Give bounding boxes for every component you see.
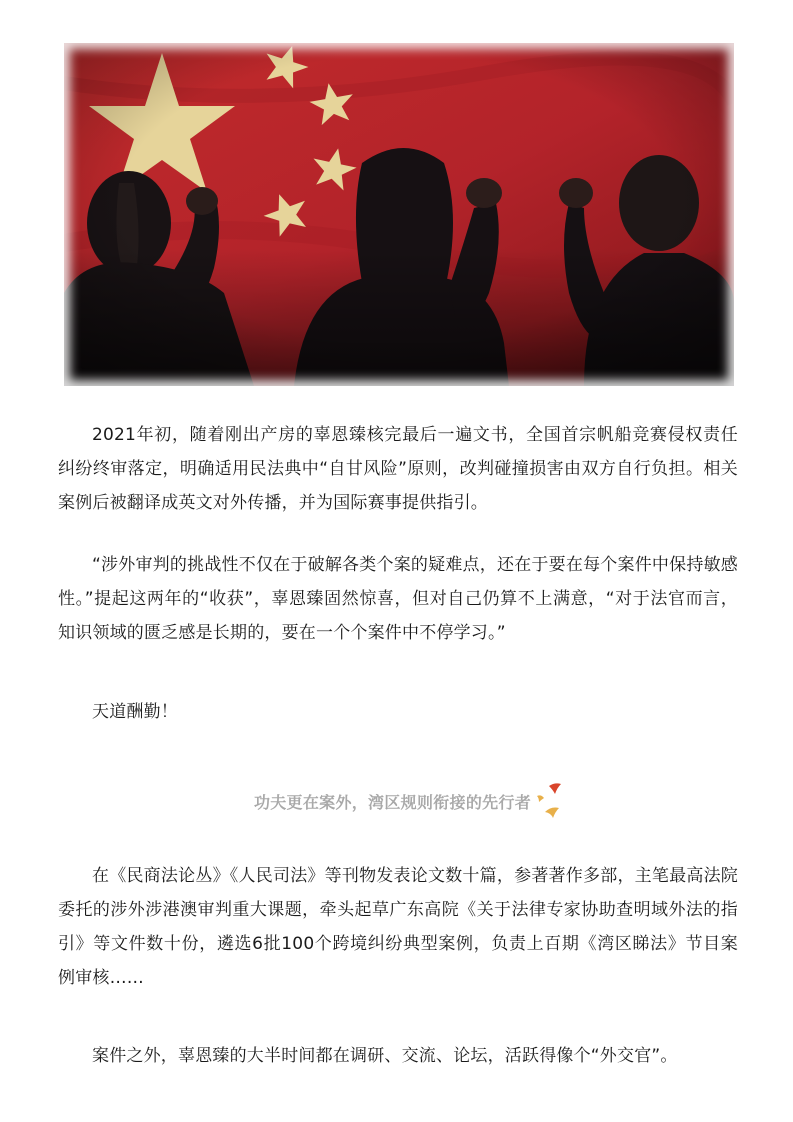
hero-photo (64, 43, 734, 386)
flag-salute-illustration (64, 43, 734, 386)
article-paragraph: “涉外审判的挑战性不仅在于破解各类个案的疑难点，还在于要在每个案件中保持敏感性。”提起这两年的“收获”，辜恩臻固然惊喜，但对自己仍算不上满意，“对于法官而言，知识领域的匮乏感是长期的，要在一个个案件中不停学习。” (58, 555, 738, 643)
article-paragraph: 2021年初，随着刚出产房的辜恩臻核完最后一遍文书，全国首宗帆船竞赛侵权责任纠纷终审落定，明确适用民法典中“自甘风险”原则，改判碰撞损害由双方自行负担。相关案例后被翻译成英文对外传播，并为国际赛事提供指引。 (58, 425, 738, 513)
section-heading (0, 790, 793, 813)
article-paragraph: 天道酬勤！ (92, 702, 178, 722)
article-paragraph: 案件之外，辜恩臻的大半时间都在调研、交流、论坛，活跃得像个“外交官”。 (92, 1046, 678, 1066)
birds-icon (535, 782, 565, 826)
section-heading-text: 功夫更在案外，湾区规则衔接的先行者 (253, 793, 532, 812)
article-paragraph: 在《民商法论丛》《人民司法》等刊物发表论文数十篇，参著著作多部，主笔最高法院委托的涉外涉港澳审判重大课题，牵头起草广东高院《关于法律专家协助查明域外法的指引》等文件数十份，遴选6批100个跨境纠纷典型案例，负责上百期《湾区睇法》节目案例审核…… (58, 866, 738, 988)
